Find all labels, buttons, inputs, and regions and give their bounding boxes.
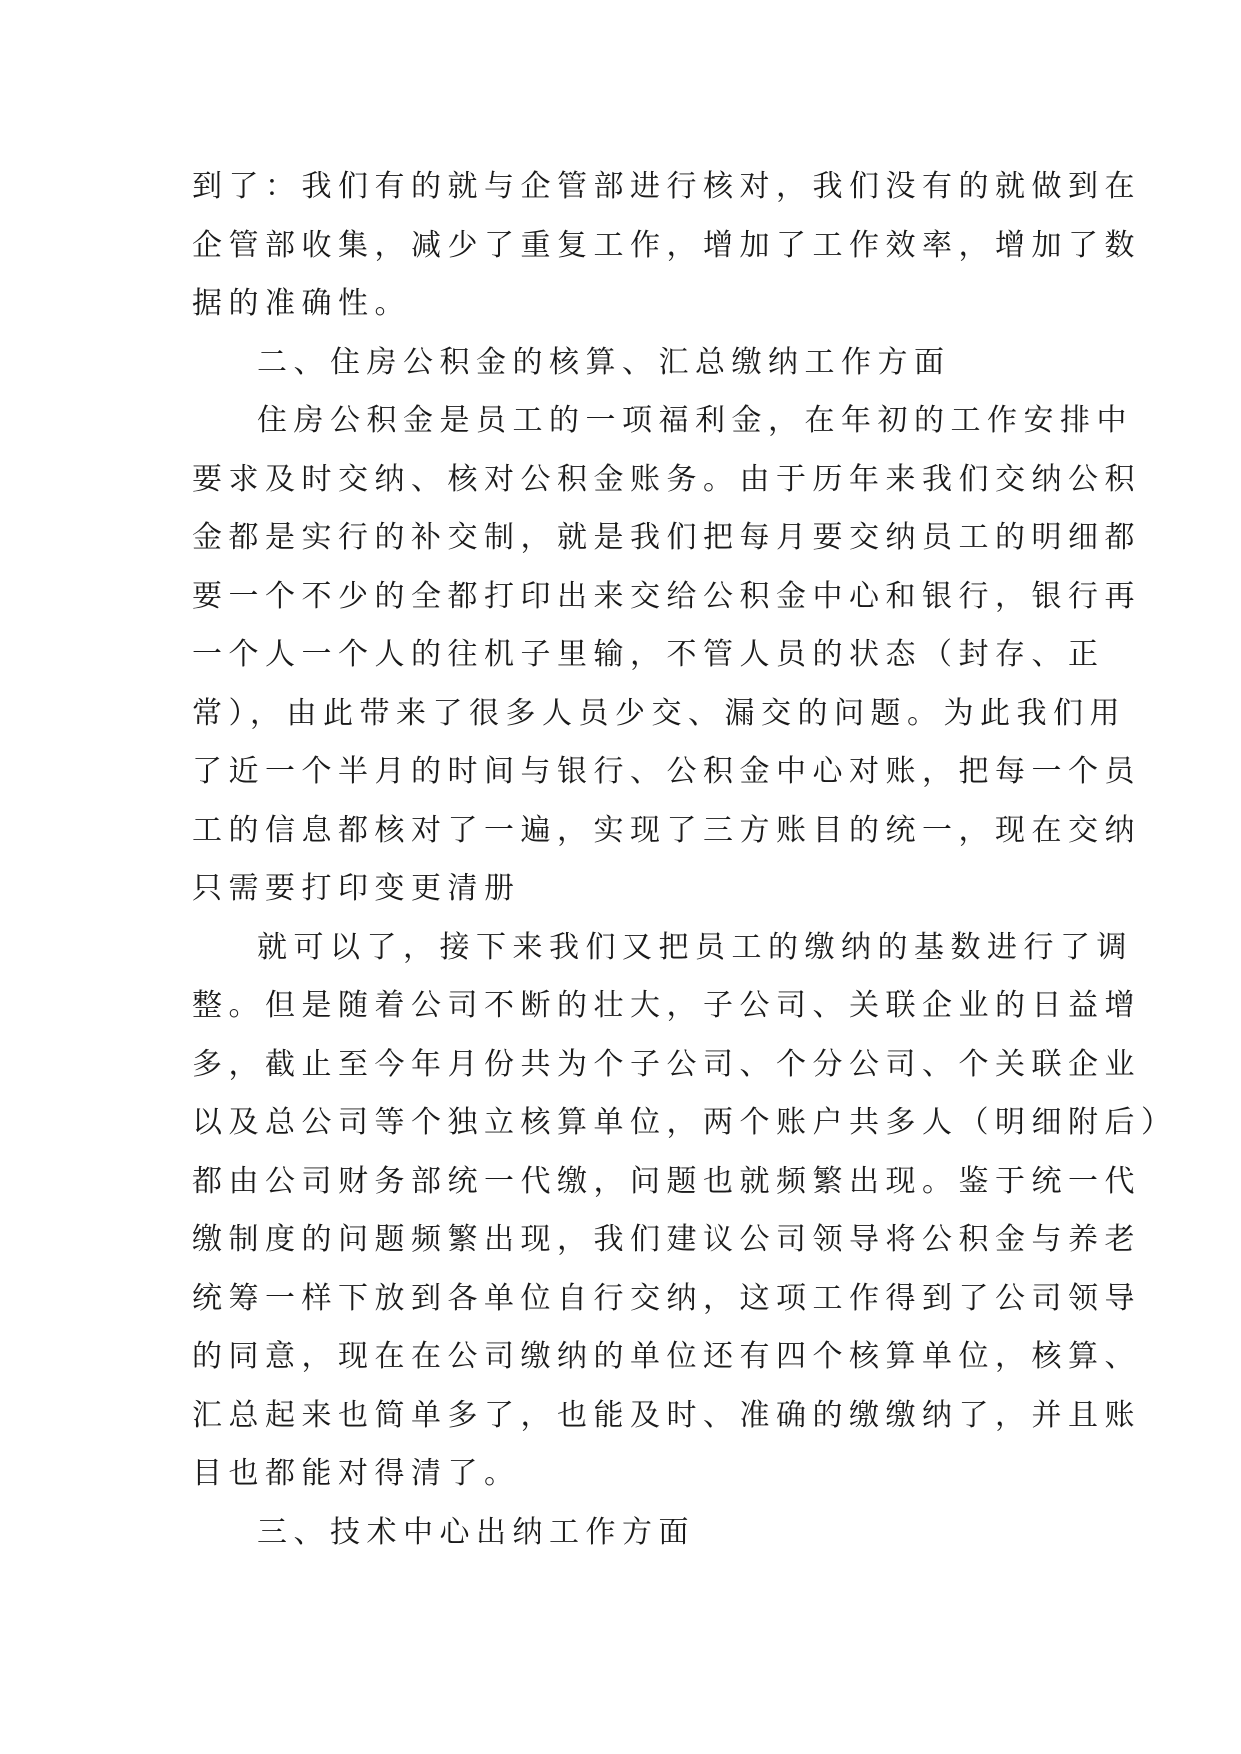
section-heading-2: 二、住房公积金的核算、汇总缴纳工作方面 bbox=[257, 344, 951, 380]
paragraph-line: 一个人一个人的往机子里输，不管人员的状态（封存、正 bbox=[192, 637, 1105, 672]
paragraph-line: 整。但是随着公司不断的壮大，子公司、关联企业的日益增 bbox=[192, 988, 1141, 1023]
body-text bbox=[192, 158, 1178, 1562]
paragraph-line: 工的信息都核对了一遍，实现了三方账目的统一，现在交纳 bbox=[192, 812, 1141, 848]
paragraph-line: 汇总起来也简单多了，也能及时、准确的缴缴纳了，并且账 bbox=[192, 1397, 1141, 1433]
paragraph-line: 只需要打印变更清册 bbox=[192, 871, 521, 906]
paragraph-line: 统筹一样下放到各单位自行交纳，这项工作得到了公司领导 bbox=[192, 1280, 1141, 1316]
paragraph-line: 了近一个半月的时间与银行、公积金中心对账，把每一个员 bbox=[192, 754, 1141, 789]
paragraph-line: 的同意，现在在公司缴纳的单位还有四个核算单位，核算、 bbox=[192, 1339, 1141, 1374]
paragraph-line: 目也都能对得清了。 bbox=[192, 1456, 521, 1491]
paragraph-line: 企管部收集，减少了重复工作，增加了工作效率，增加了数 bbox=[192, 227, 1141, 263]
section-heading-3: 三、技术中心出纳工作方面 bbox=[257, 1514, 695, 1550]
paragraph-line: 要求及时交纳、核对公积金账务。由于历年来我们交纳公积 bbox=[192, 461, 1141, 497]
paragraph-line: 都由公司财务部统一代缴，问题也就频繁出现。鉴于统一代 bbox=[192, 1163, 1141, 1199]
paragraph-line: 要一个不少的全都打印出来交给公积金中心和银行，银行再 bbox=[192, 578, 1141, 614]
paragraph-line: 到了：我们有的就与企管部进行核对，我们没有的就做到在 bbox=[192, 169, 1141, 204]
paragraph-line: 住房公积金是员工的一项福利金，在年初的工作安排中 bbox=[257, 403, 1133, 438]
paragraph-line: 金都是实行的补交制，就是我们把每月要交纳员工的明细都 bbox=[192, 520, 1141, 555]
paragraph-line: 多，截止至今年月份共为个子公司、个分公司、个关联企业 bbox=[192, 1046, 1141, 1082]
paragraph-line: 缴制度的问题频繁出现，我们建议公司领导将公积金与养老 bbox=[192, 1222, 1141, 1257]
paragraph-line: 以及总公司等个独立核算单位，两个账户共多人（明细附后） bbox=[192, 1105, 1178, 1140]
paragraph-line: 常），由此带来了很多人员少交、漏交的问题。为此我们用 bbox=[192, 695, 1126, 731]
paragraph-line: 据的准确性。 bbox=[192, 286, 411, 321]
paragraph-line: 就可以了，接下来我们又把员工的缴纳的基数进行了调 bbox=[257, 929, 1133, 965]
